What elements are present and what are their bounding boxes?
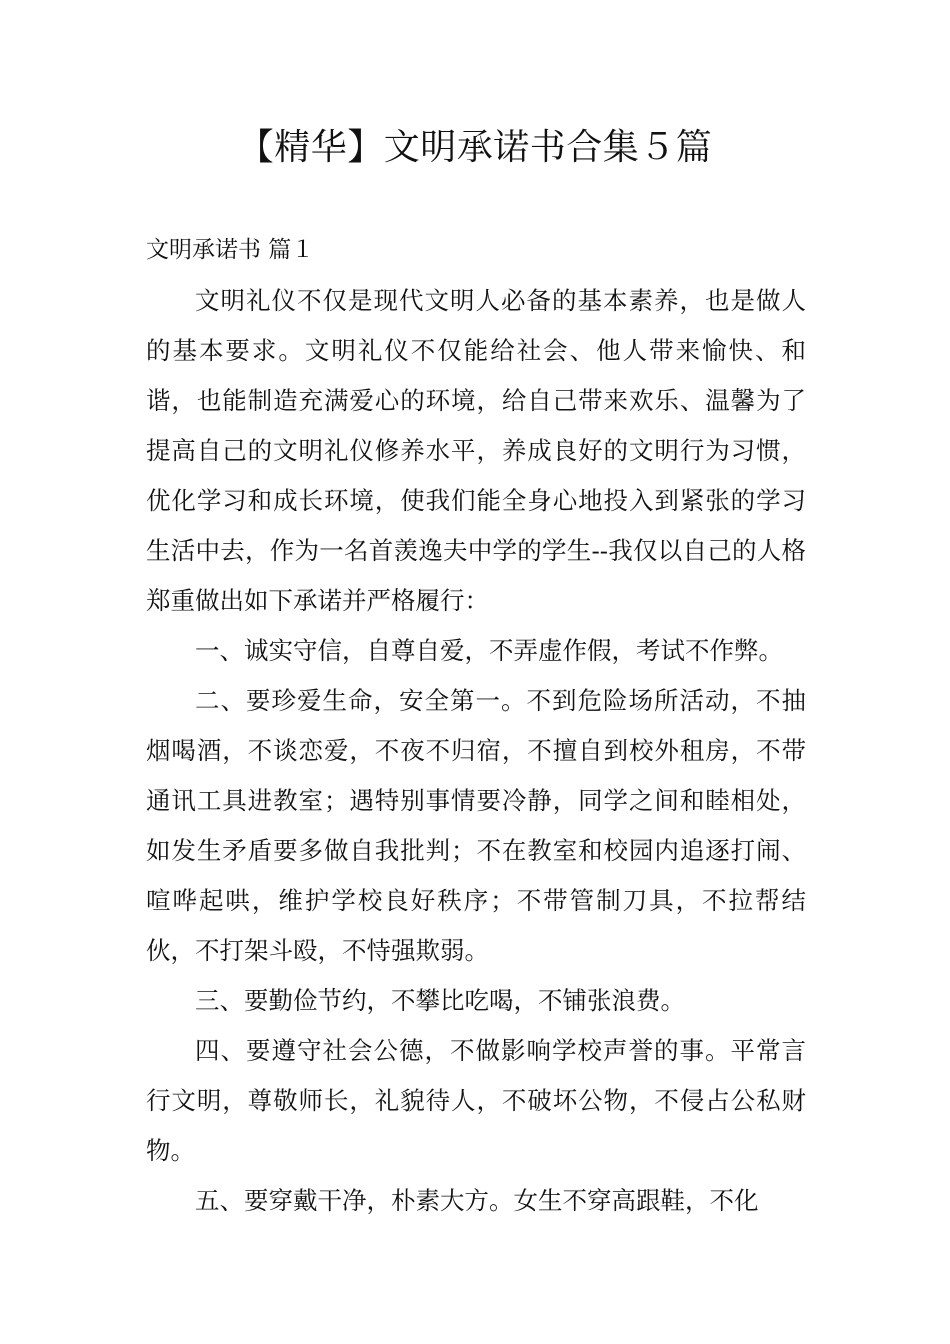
document-title: 【精华】文明承诺书合集５篇 <box>237 127 713 168</box>
paragraph-item-4: 四、要遵守社会公德，不做影响学校声誉的事。平常言行文明，尊敬师长，礼貌待人，不破坏公物，不侵占公私财物。 <box>146 1036 806 1165</box>
paragraph-item-2: 二、要珍爱生命，安全第一。不到危险场所活动，不抽烟喝酒，不谈恋爱，不夜不归宿，不擅自到校外租房，不带通讯工具进教室；遇特别事情要冷静，同学之间和睦相处，如发生矛盾要多做自我批判；不在教室和校园内追逐打闹、喧哗起哄，维护学校良好秩序；不带管制刀具，不拉帮结伙，不打架斗殴，不恃强欺弱。 <box>146 686 806 965</box>
paragraph-item-5: 五、要穿戴干净，朴素大方。女生不穿高跟鞋，不化 <box>195 1186 759 1215</box>
section-heading: 文明承诺书 篇１ <box>146 237 315 263</box>
paragraph-item-1: 一、诚实守信，自尊自爱，不弄虚作假，考试不作弊。 <box>195 636 783 665</box>
document-body <box>146 276 806 1226</box>
paragraph-item-3: 三、要勤俭节约，不攀比吃喝，不铺张浪费。 <box>195 986 685 1015</box>
paragraph-intro: 文明礼仪不仅是现代文明人必备的基本素养，也是做人的基本要求。文明礼仪不仅能给社会、他人带来愉快、和谐，也能制造充满爱心的环境，给自己带来欢乐、温馨为了提高自己的文明礼仪修养水平，养成良好的文明行为习惯，优化学习和成长环境，使我们能全身心地投入到紧张的学习生活中去，作为一名首羡逸夫中学的学生--我仅以自己的人格郑重做出如下承诺并严格履行： <box>146 286 806 615</box>
